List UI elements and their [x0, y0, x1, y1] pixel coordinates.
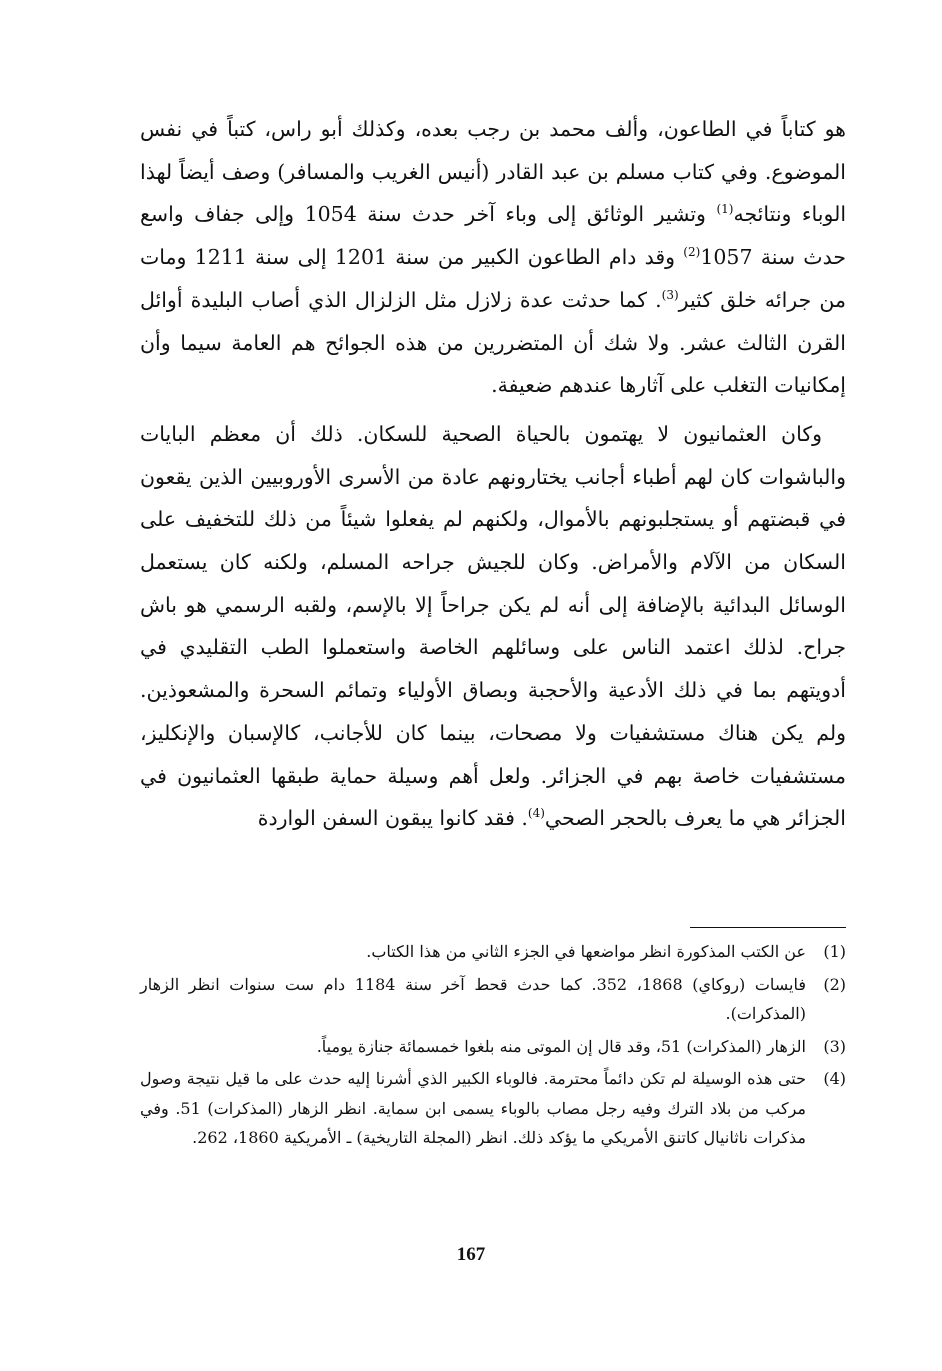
footnotes [140, 937, 846, 1156]
text-segment: وقد دام الطاعون الكبير من سنة 1201 إلى سنة 1211 ومات من جرائه خلق كثير [140, 245, 846, 312]
footnote-ref-1: (1) [716, 202, 734, 217]
footnote-number: (1) [823, 942, 846, 961]
footnote-4 [140, 1064, 846, 1153]
paragraph-1 [140, 108, 846, 407]
footnote-text: عن الكتب المذكورة انظر مواضعها في الجزء الثاني من هذا الكتاب. [366, 942, 806, 961]
footnote-number: (2) [823, 974, 846, 994]
text-segment: . كما حدثت عدة زلازل مثل الزلزال الذي أصاب البليدة أوائل القرن الثالث عشر. ولا شك أن المتضررين من هذه الجوائح هم العامة سيما وأن إمكانيات التغلب على آثارها عندهم ضعيفة. [140, 287, 846, 398]
page-number: 167 [456, 1244, 486, 1265]
footnote-number: (4) [823, 1069, 846, 1088]
footnote-3 [140, 1032, 846, 1062]
footnote-ref-3: (3) [661, 287, 679, 302]
text-segment: وتشير الوثائق إلى وباء آخر حدث سنة 1054 وإلى جفاف واسع حدث سنة 1057 [140, 202, 847, 270]
text-segment: وكان العثمانيون لا يهتمون بالحياة الصحية للسكان. ذلك أن معظم البايات والباشوات كان لهم أطباء أجانب يختارونهم عادة من الأسرى الأوروبيين الذين يقعون في قبضتهم أو يستجلبونهم بالأموال، ولكنهم لم يفعلوا شيئاً من ذلك للتخفيف على السكان من الآلام والأمراض. وكان للجيش جراحه المسلم، ولكنه كان يستعمل الوسائل البدائية بالإضافة إلى أنه لم يكن جراحاً إلا بالإسم، ولقبه الرسمي هو باش جراح. لذلك اعتمد الناس على وسائلهم الخاصة واستعملوا الطب التقليدي في أدويتهم بما في ذلك الأدعية والأحجبة وبصاق الأولياء وتمائم السحرة والمشعوذين. ولم يكن هناك مستشفيات ولا مصحات، بينما كان للأجانب، كالإسبان والإنكليز، مستشفيات خاصة بهم في الجزائر. ولعل أهم وسيلة حماية طبقها العثمانيون في الجزائر هي ما يعرف بالحجر الصحي [140, 421, 846, 831]
footnote-text: فايسات (روكاي) 1868، 352. كما حدث قحط آخر سنة 1184 دام ست سنوات انظر الزهار (المذكرات). [140, 974, 807, 1023]
text-segment: هو كتاباً في الطاعون، وألف محمد بن رجب بعده، وكذلك أبو راس، كتباً في نفس الموضوع. وفي كتاب مسلم بن عبد القادر (أنيس الغريب والمسافر) وصف أيضاً لهذا الوباء ونتائجه [140, 117, 847, 227]
footnote-text: حتى هذه الوسيلة لم تكن دائماً محترمة. فالوباء الكبير الذي أشرنا إليه حدث على ما قيل نتيجة وصول مركب من بلاد الترك وفيه رجل مصاب بالوباء يسمى ابن سماية. انظر الزهار (المذكرات) 51. وفي مذكرات ناثانيال كاتنق الأمريكي ما يؤكد ذلك. انظر (المجلة التاريخية) ـ الأمريكية 1860، 262. [140, 1069, 807, 1147]
footnote-1 [140, 937, 846, 967]
footnote-2 [140, 970, 846, 1029]
footnote-separator [690, 927, 846, 928]
text-segment: . فقد كانوا يبقون السفن الواردة [257, 806, 528, 831]
main-text [140, 108, 846, 840]
footnote-text: الزهار (المذكرات) 51، وقد قال إن الموتى منه بلغوا خمسمائة جنازة يومياً. [316, 1036, 806, 1056]
paragraph-2 [140, 413, 846, 840]
footnote-ref-2: (2) [683, 245, 701, 260]
footnote-number: (3) [823, 1036, 846, 1056]
footnote-ref-4: (4) [527, 806, 545, 821]
